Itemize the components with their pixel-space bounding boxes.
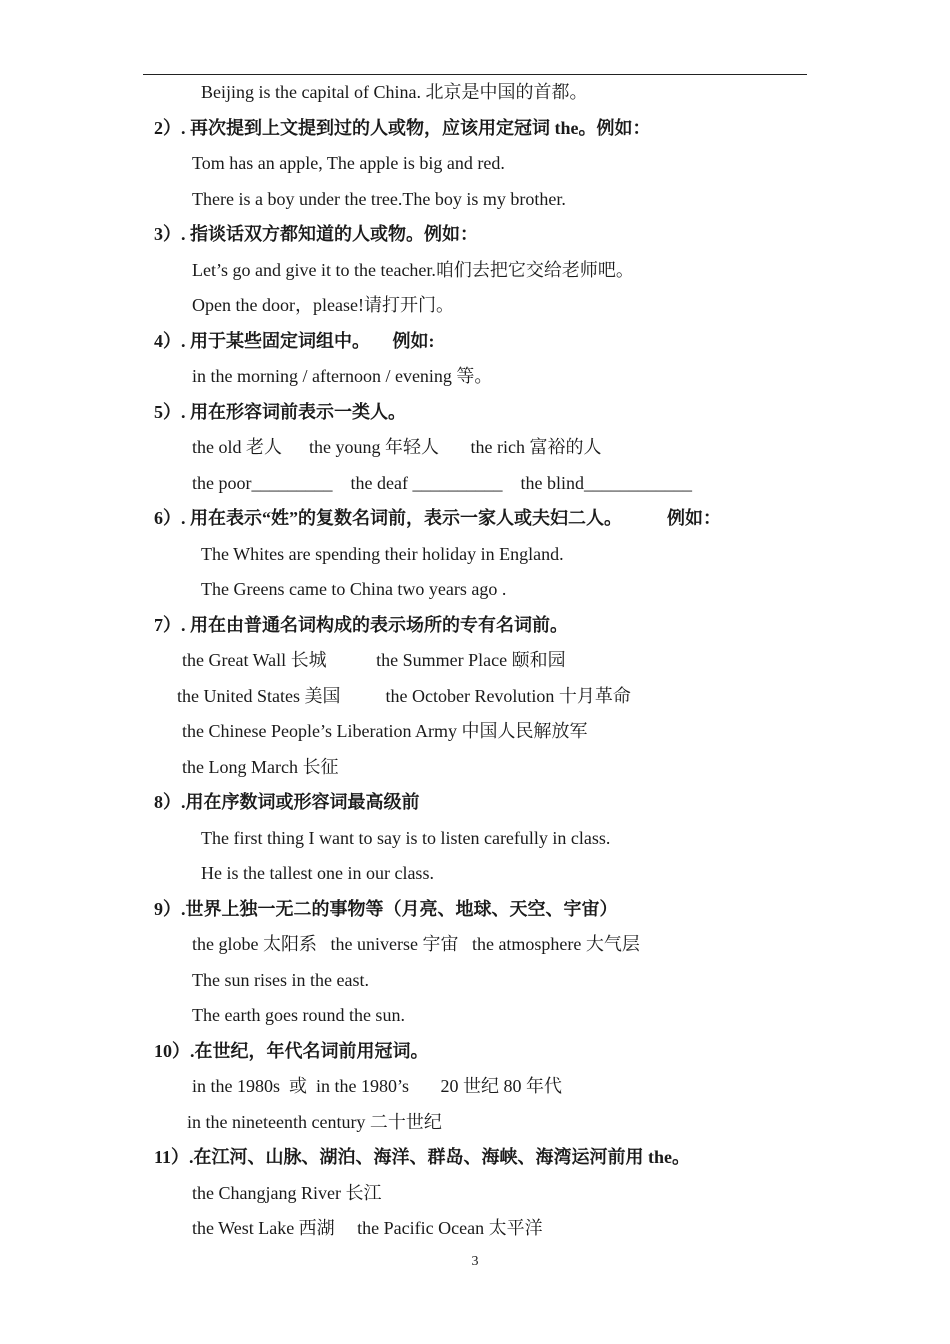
rule-3-heading: 3）. 指谈话双方都知道的人或物。例如： (154, 224, 478, 244)
example-globe-universe: the globe 太阳系 the universe 宇宙 the atmosphere 大气层 (192, 934, 640, 954)
example-long-march: the Long March 长征 (182, 757, 339, 777)
rule-6-heading: 6）. 用在表示“姓”的复数名词前，表示一家人或夫妇二人。 例如： (154, 508, 721, 528)
example-open-door: Open the door，please!请打开门。 (192, 295, 454, 315)
example-greens: The Greens came to China two years ago . (201, 579, 507, 599)
rule-5-heading: 5）. 用在形容词前表示一类人。 (154, 402, 406, 422)
example-sun-rises: The sun rises in the east. (192, 970, 369, 990)
example-west-lake-pacific: the West Lake 西湖 the Pacific Ocean 太平洋 (192, 1218, 543, 1238)
example-whites: The Whites are spending their holiday in England. (201, 544, 564, 564)
example-morning: in the morning / afternoon / evening 等。 (192, 366, 493, 386)
rule-7-heading: 7）. 用在由普通名词构成的表示场所的专有名词前。 (154, 615, 568, 635)
rule-10-heading: 10）.在世纪，年代名词前用冠词。 (154, 1041, 429, 1061)
rule-11-heading: 11）.在江河、山脉、湖泊、海洋、群岛、海峡、海湾运河前用 the。 (154, 1147, 690, 1167)
example-great-wall: the Great Wall 长城 the Summer Place 颐和园 (182, 650, 566, 670)
example-earth-round-sun: The earth goes round the sun. (192, 1005, 405, 1025)
example-1980s: in the 1980s 或 in the 1980’s 20 世纪 80 年代 (192, 1076, 562, 1096)
rule-9-heading: 9）.世界上独一无二的事物等（月亮、地球、天空、宇宙） (154, 899, 618, 919)
example-first-thing: The first thing I want to say is to listen carefully in class. (201, 828, 611, 848)
rule-4-heading: 4）. 用于某些固定词组中。 例如: (154, 331, 435, 351)
example-old-young-rich: the old 老人 the young 年轻人 the rich 富裕的人 (192, 437, 602, 457)
header-rule (143, 74, 807, 75)
example-boy-tree: There is a boy under the tree.The boy is my brother. (192, 189, 566, 209)
example-tom-apple: Tom has an apple, The apple is big and red. (192, 153, 505, 173)
example-tallest: He is the tallest one in our class. (201, 863, 434, 883)
example-teacher: Let’s go and give it to the teacher.咱们去把它交给老师吧。 (192, 260, 634, 280)
page-number: 3 (471, 1254, 479, 1269)
example-nineteenth-century: in the nineteenth century 二十世纪 (187, 1112, 442, 1132)
rule-2-heading: 2）. 再次提到上文提到过的人或物，应该用定冠词 the。例如： (154, 118, 651, 138)
exercise-poor-deaf-blind: the poor_________ the deaf __________ the blind____________ (192, 473, 692, 493)
example-changjang-river: the Changjang River 长江 (192, 1183, 382, 1203)
example-liberation-army: the Chinese People’s Liberation Army 中国人民解放军 (182, 721, 588, 741)
example-united-states: the United States 美国 the October Revolution 十月革命 (177, 686, 631, 706)
rule-8-heading: 8）.用在序数词或形容词最高级前 (154, 792, 420, 812)
example-beijing: Beijing is the capital of China. 北京是中国的首都。 (201, 82, 588, 102)
